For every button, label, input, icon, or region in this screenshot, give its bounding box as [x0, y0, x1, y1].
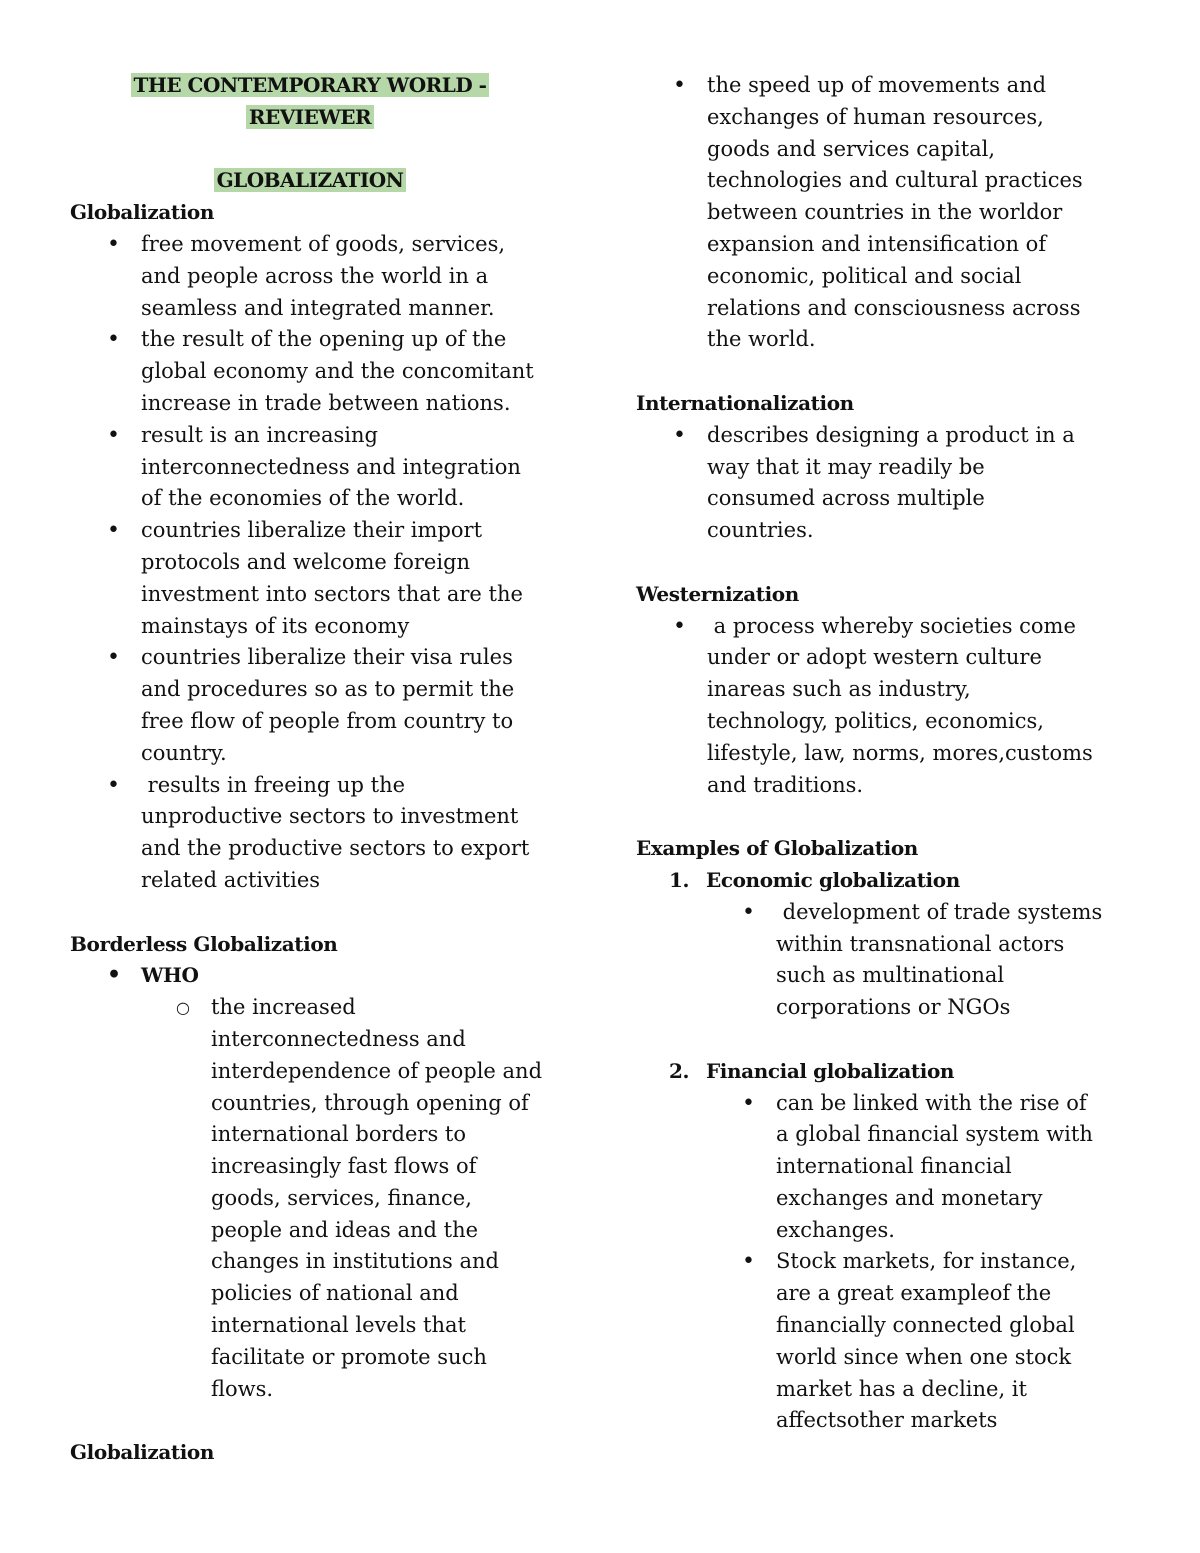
- numbered-item-financial: [636, 1056, 1136, 1088]
- financial-list: [636, 1088, 1136, 1438]
- list-item: • development of trade systems within transnational actors such as multinational corporations or NGOs: [636, 897, 1136, 1024]
- list-item: • can be linked with the rise of a global financial system with international financial exchanges and monetary exchanges.: [636, 1088, 1136, 1247]
- number-label: 2.: [669, 1058, 690, 1083]
- economic-list: [636, 897, 1136, 1024]
- heading-borderless-globalization: Borderless Globalization: [70, 931, 338, 956]
- heading-westernization: Westernization: [636, 581, 799, 606]
- list-item: • countries liberalize their import protocols and welcome foreign investment into sectors that are the mainstays of its economy: [70, 515, 580, 642]
- internationalization-list: [636, 420, 1136, 547]
- right-column: [636, 70, 1136, 1437]
- list-item: • countries liberalize their visa rules and procedures so as to permit the free flow of people from country to country.: [70, 642, 580, 769]
- list-item: • a process whereby societies come under or adopt western culture inareas such as industry, technology, politics, economics, lifestyle, law, norms, mores,customs and traditions.: [636, 611, 1136, 802]
- list-item: • the speed up of movements and exchanges of human resources, goods and services capital, technologies and cultural practices between countries in the worldor expansion and intensification of economic, political and social relations and consciousness across the world.: [636, 70, 1136, 356]
- list-item: • the result of the opening up of the global economy and the concomitant increase in trade between nations.: [70, 324, 580, 419]
- list-item: • describes designing a product in a way that it may readily be consumed across multiple countries.: [636, 420, 1136, 547]
- who-sublist: [70, 992, 580, 1405]
- title-line-1: THE CONTEMPORARY WORLD -: [131, 73, 490, 97]
- heading-examples-of-globalization: Examples of Globalization: [636, 836, 918, 861]
- numbered-item-label: Economic globalization: [706, 867, 960, 892]
- numbered-item-economic: [636, 865, 1136, 897]
- list-item: • result is an increasing interconnectedness and integration of the economies of the world.: [70, 420, 580, 515]
- continued-list: [636, 70, 1136, 356]
- heading-globalization: Globalization: [70, 200, 214, 225]
- number-label: 1.: [669, 867, 690, 892]
- list-item: • Stock markets, for instance, are a great exampleof the financially connected global world since when one stock market has a decline, it affectsother markets: [636, 1246, 1136, 1437]
- title-line-2: REVIEWER: [246, 105, 374, 129]
- who-label: • WHO: [70, 960, 580, 992]
- left-column: [70, 70, 580, 1469]
- heading-globalization-2: Globalization: [70, 1440, 214, 1465]
- document-title: [70, 70, 550, 197]
- heading-internationalization: Internationalization: [636, 390, 854, 415]
- section-title: GLOBALIZATION: [214, 168, 407, 192]
- list-item: • free movement of goods, services, and people across the world in a seamless and integrated manner.: [70, 229, 580, 324]
- globalization-list: [70, 229, 580, 897]
- sub-list-item: ○ the increased interconnectedness and interdependence of people and countries, through opening of international borders to increasingly fast flows of goods, services, finance, people and ideas and the changes in institutions and policies of national and international levels that facilitate or promote such flows.: [70, 992, 580, 1405]
- numbered-item-label: Financial globalization: [706, 1058, 955, 1083]
- borderless-list: [70, 960, 580, 992]
- list-item: • results in freeing up the unproductive sectors to investment and the productive sectors to export related activities: [70, 770, 580, 897]
- westernization-list: [636, 611, 1136, 802]
